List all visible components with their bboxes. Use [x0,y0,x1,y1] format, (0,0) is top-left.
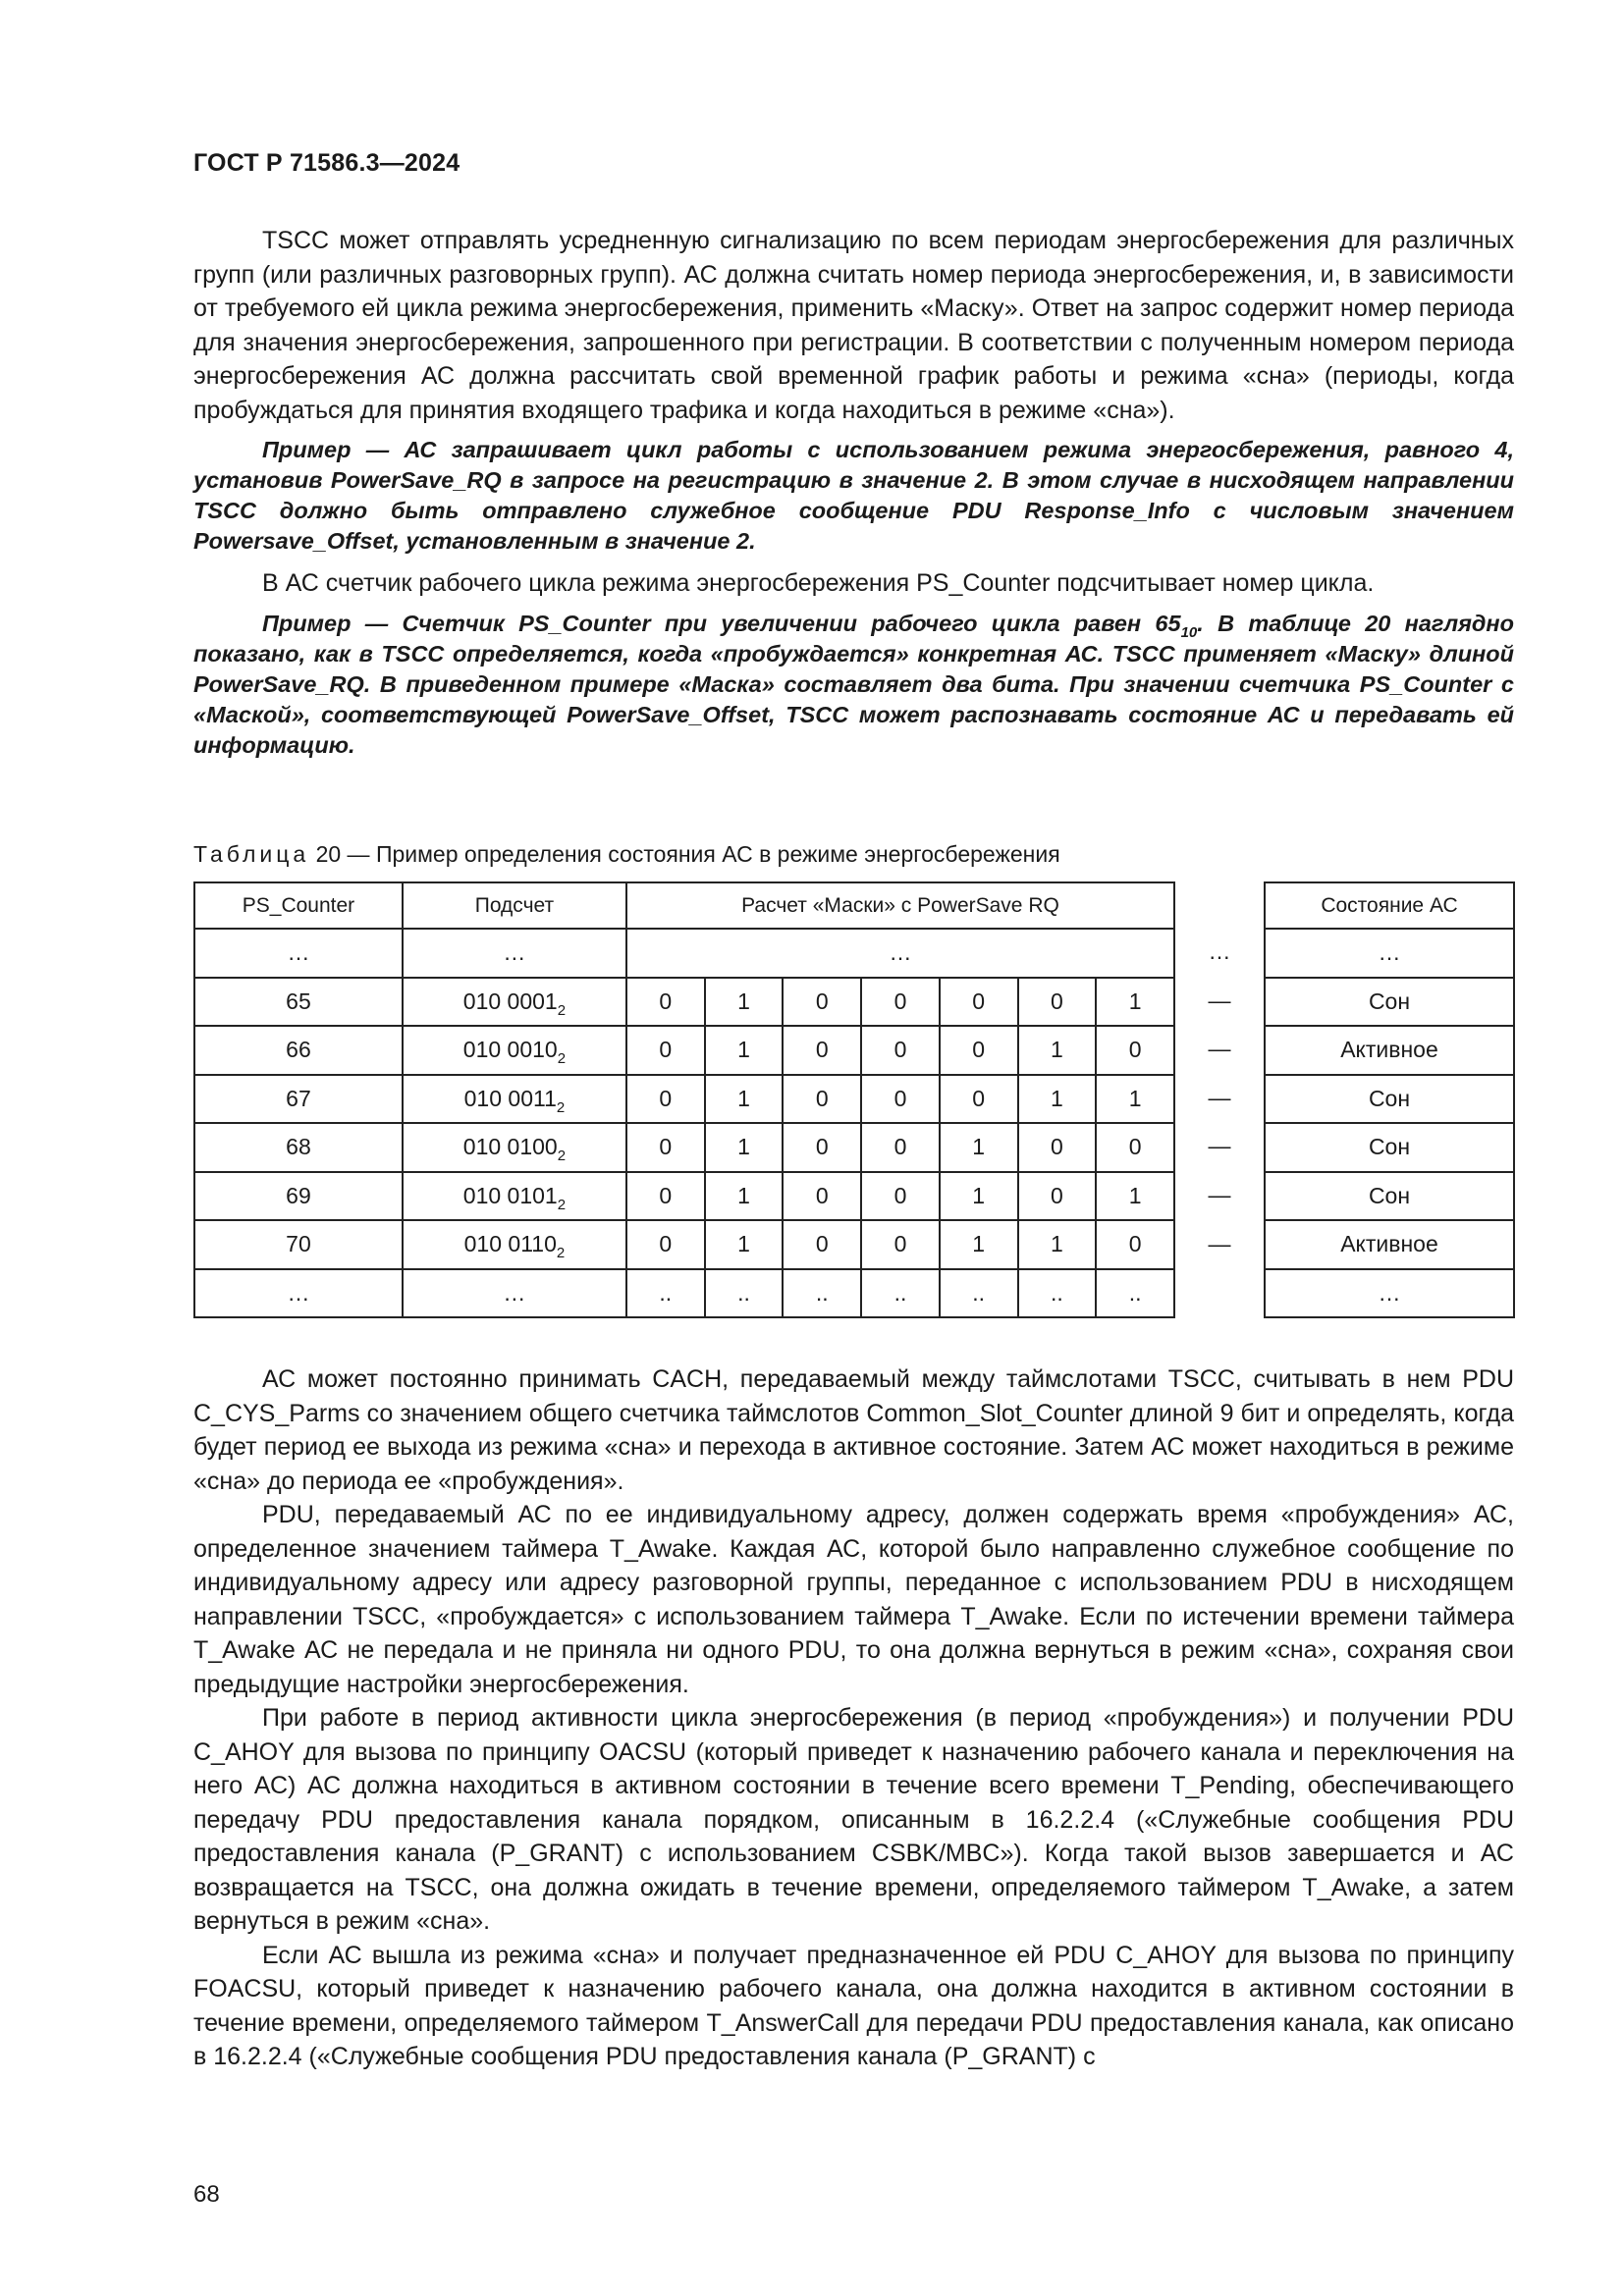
cell-bit: 0 [940,1075,1018,1124]
cell-dots: .. [783,1269,861,1318]
table-row [194,978,1174,1027]
header-count: Подсчет [403,882,626,929]
example-2-subscript: 10 [1180,623,1198,641]
state-row-ellipsis [1265,1269,1514,1318]
table-caption [193,841,1060,868]
header-state: Состояние АС [1265,882,1514,929]
cell-ellipsis: … [403,1269,626,1318]
cell-bit: 0 [1096,1026,1174,1075]
cell-count [403,1123,626,1172]
cell-ellipsis: … [626,929,1174,978]
cell-count-base: 2 [556,1098,566,1116]
cell-bit: 0 [783,1220,861,1269]
cell-count [403,1075,626,1124]
cell-bit: 1 [940,1220,1018,1269]
cell-ellipsis: … [194,929,403,978]
cell-bit: 0 [1096,1123,1174,1172]
table-row [194,1123,1174,1172]
power-save-table [193,881,1175,1318]
cell-count-base: 2 [557,1001,567,1019]
paragraph-t-awake: PDU, передаваемый АС по ее индивидуальному адресу, должен содержать время «пробуждения» АС, определенное значением таймера T_Awake. Каждая АС, которой было направленно служебное сообщение по индивидуальному адресу или адресу разговорной группы, переданное с использованием PDU в нисходящем направлении TSCC, «пробуждается» с использованием таймера T_Awake. Если по истечении времени таймера T_Awake АС не передала и не приняла ни одного PDU, то она должна вернуться в режим «сна», сохраняя свои предыдущие настройки энергосбережения. [193,1501,1514,1698]
cell-count-value: 010 0010 [462,1037,558,1063]
cell-bit: 1 [1018,1026,1097,1075]
cell-bit: 1 [705,1026,784,1075]
cell-bit: 0 [626,1075,705,1124]
cell-counter: 65 [194,978,403,1027]
cell-bit: 0 [861,1220,940,1269]
gap-dash: — [1208,1230,1231,1256]
header-mask: Расчет «Маски» с PowerSave RQ [626,882,1174,929]
cell-state: Активное [1265,1220,1514,1269]
paragraph-ps-counter: В АС счетчик рабочего цикла режима энергосбережения PS_Counter подсчитывает номер цикла. [262,569,1375,597]
cell-count-base: 2 [556,1245,566,1262]
cell-bit: 0 [861,978,940,1027]
table-row [194,1172,1174,1221]
state-row [1265,978,1514,1027]
page-number: 68 [193,2181,220,2208]
cell-ellipsis: … [1265,1269,1514,1318]
cell-bit: 0 [861,1172,940,1221]
cell-bit: 0 [861,1123,940,1172]
state-row [1265,1172,1514,1221]
cell-bit: 0 [626,1172,705,1221]
gap-dash: — [1208,987,1231,1013]
paragraph-cach: АС может постоянно принимать CACH, передаваемый между таймслотами TSCC, считывать в нем PDU C_CYS_Parms со значением общего счетчика таймслотов Common_Slot_Counter длиной 9 бит и определять, когда будет период ее выхода из режима «сна» и перехода в активное состояние. Затем АС может находиться в режиме «сна» до периода ее «пробуждения». [193,1365,1514,1495]
table-header-row [194,882,1174,929]
state-row-ellipsis [1265,929,1514,978]
cell-count-base: 2 [557,1196,567,1213]
cell-bit: 0 [1018,1123,1097,1172]
cell-bit: 0 [783,1075,861,1124]
cell-bit: 0 [940,978,1018,1027]
cell-bit: 0 [1018,978,1097,1027]
cell-bit: 0 [626,1220,705,1269]
cell-count [403,1026,626,1075]
cell-state: Активное [1265,1026,1514,1075]
state-row [1265,1075,1514,1124]
cell-ellipsis: … [403,929,626,978]
cell-bit: 0 [626,1123,705,1172]
cell-counter: 70 [194,1220,403,1269]
cell-bit: 1 [705,1172,784,1221]
cell-counter: 68 [194,1123,403,1172]
state-table [1264,881,1515,1318]
cell-bit: 0 [861,1075,940,1124]
table-caption-word: Таблица [193,841,310,867]
cell-dots: .. [861,1269,940,1318]
gap-dash: — [1208,1181,1231,1207]
cell-bit: 0 [783,1123,861,1172]
cell-state: Сон [1265,1123,1514,1172]
example-2-part-a: Пример — Счетчик PS_Counter при увеличении рабочего цикла равен 65 [262,610,1181,636]
table-row-ellipsis [194,929,1174,978]
example-2 [193,609,1514,761]
cell-count-value: 010 0100 [462,1134,558,1160]
header-ps-counter: PS_Counter [194,882,403,929]
gap-ellipsis: … [1208,938,1231,964]
cell-state: Сон [1265,978,1514,1027]
cell-count-base: 2 [557,1148,567,1165]
cell-bit: 1 [705,1220,784,1269]
cell-bit: 0 [783,1026,861,1075]
cell-bit: 0 [626,978,705,1027]
cell-bit: 0 [861,1026,940,1075]
text-block-2 [193,1362,1514,2074]
table-row [194,1026,1174,1075]
text-block-1 [193,224,1514,761]
cell-bit: 0 [783,1172,861,1221]
state-header-row [1265,882,1514,929]
gap-dash: — [1208,1084,1231,1110]
cell-counter: 67 [194,1075,403,1124]
cell-bit: 0 [783,978,861,1027]
gap-dash: — [1208,1133,1231,1159]
cell-bit: 1 [705,978,784,1027]
cell-count [403,1172,626,1221]
table-row [194,1220,1174,1269]
cell-bit: 1 [705,1075,784,1124]
cell-count-base: 2 [557,1050,567,1068]
cell-count-value: 010 0110 [463,1231,557,1257]
gap-dash: — [1208,1036,1231,1062]
cell-bit: 1 [1096,978,1174,1027]
cell-bit: 1 [1096,1172,1174,1221]
cell-dots: .. [1096,1269,1174,1318]
cell-dots: .. [705,1269,784,1318]
cell-count-value: 010 0101 [462,1182,558,1208]
cell-dots: .. [1018,1269,1097,1318]
cell-bit: 0 [1096,1220,1174,1269]
state-row [1265,1220,1514,1269]
cell-ellipsis: … [194,1269,403,1318]
cell-bit: 0 [626,1026,705,1075]
paragraph-intro: TSCC может отправлять усредненную сигнализацию по всем периодам энергосбережения для различных групп (или различных разговорных групп). АС должна считать номер периода энергосбережения, и, в зависимости от требуемого ей цикла режима энергосбережения, применить «Маску». Ответ на запрос содержит номер периода для значения энергосбережения, запрошенного при регистрации. В соответствии с полученным номером периода энергосбережения АС должна рассчитать свой временной график работы и режима «сна» (периоды, когда пробуждаться для принятия входящего трафика и когда находиться в режиме «сна»). [193,227,1514,424]
document-header: ГОСТ Р 71586.3—2024 [193,149,460,177]
cell-count [403,1220,626,1269]
state-row [1265,1026,1514,1075]
cell-bit: 1 [1018,1220,1097,1269]
cell-bit: 1 [1096,1075,1174,1124]
state-row [1265,1123,1514,1172]
example-2-part-b: . В таблице 20 наглядно показано, как в TSCC определяется, когда «пробуждается» конкретная АС. TSCC применяет «Маску» длиной PowerSave_RQ. В приведенном примере «Маска» составляет два бита. При значении счетчика PS_Counter с «Маской», соответствующей PowerSave_Offset, TSCC может распознавать состояние АС и передавать ей информацию. [193,610,1514,758]
cell-dots: .. [626,1269,705,1318]
cell-count-value: 010 0011 [463,1085,557,1111]
example-1: Пример — АС запрашивает цикл работы с использованием режима энергосбережения, равного 4, установив PowerSave_RQ в запросе на регистрацию в значение 2. В этом случае в нисходящем направлении TSCC должно быть отправлено служебное сообщение PDU Response_Info с числовым значением Powersave_Offset, установленным в значение 2. [193,437,1514,554]
cell-counter: 66 [194,1026,403,1075]
cell-bit: 0 [940,1026,1018,1075]
cell-ellipsis: … [1265,929,1514,978]
gap-column [1175,881,1264,1268]
cell-bit: 1 [705,1123,784,1172]
table-caption-text: 20 — Пример определения состояния АС в режиме энергосбережения [315,841,1060,867]
cell-count [403,978,626,1027]
paragraph-oacsu: При работе в период активности цикла энергосбережения (в период «пробуждения») и получении PDU C_AHOY для вызова по принципу OACSU (который приведет к назначению рабочего канала и переключения на него АС) АС должна находиться в активном состоянии в течение всего времени T_Pending, обеспечивающего передачу PDU предоставления канала порядком, описанным в 16.2.2.4 («Служебные сообщения PDU предоставления канала (P_GRANT) с использованием CSBK/MBC»). Когда такой вызов завершается и АС возвращается на TSCC, она должна ожидать в течение времени, определяемого таймером T_Awake, а затем вернуться в режим «сна». [193,1704,1514,1935]
cell-bit: 1 [940,1123,1018,1172]
cell-counter: 69 [194,1172,403,1221]
cell-state: Сон [1265,1075,1514,1124]
table-row-ellipsis [194,1269,1174,1318]
table-row [194,1075,1174,1124]
cell-count-value: 010 0001 [462,988,558,1014]
paragraph-foacsu: Если АС вышла из режима «сна» и получает предназначенное ей PDU C_AHOY для вызова по принципу FOACSU, который приведет к назначению рабочего канала, она должна находится в активном состоянии в течение времени, определяемого таймером T_AnswerCall для передачи PDU предоставления канала, как описано в 16.2.2.4 («Служебные сообщения PDU предоставления канала (P_GRANT) с [193,1941,1514,2070]
cell-bit: 1 [1018,1075,1097,1124]
cell-state: Сон [1265,1172,1514,1221]
cell-bit: 0 [1018,1172,1097,1221]
cell-dots: .. [940,1269,1018,1318]
cell-bit: 1 [940,1172,1018,1221]
